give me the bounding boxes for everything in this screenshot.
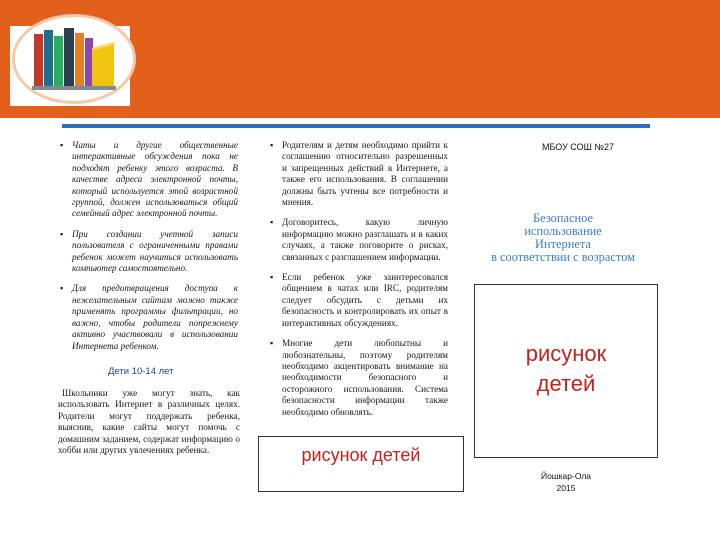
blue-rule (62, 124, 650, 128)
school-paragraph: Школьники уже могут знать, как использовать Интернет в различных целях. Родители могут поддержать ребенка, выяснив, какие сайты могут помочь с домашним заданием, содержат информацию о хобби или других увлечениях ребенка. (58, 388, 240, 456)
bullet-item: ▪ При создании учетной записи пользователя с ограниченными правами ребенок может научиться использовать компьютер самостоятельно. (72, 229, 238, 275)
picture-placeholder-label: рисунок детей (301, 445, 421, 465)
picture-placeholder-label (475, 339, 657, 399)
books-icon (28, 24, 118, 94)
picture-placeholder-center (258, 436, 464, 492)
picture-placeholder-right (474, 284, 658, 458)
city-year (474, 470, 658, 494)
header-orange-left (0, 0, 10, 118)
header-orange-block (130, 26, 630, 106)
placeholder-line: детей (536, 371, 596, 396)
column-1-bullets (58, 140, 238, 352)
bullet-item: ▪ Многие дети любопытны и любознательны, поэтому родителям необходимо акцентировать внимание на необходимости безопасного и осторожного использования. Система безопасности информации также необходимо обновлять. (282, 338, 448, 418)
header-orange-right (630, 0, 720, 118)
age-caption: Дети 10-14 лет (108, 366, 174, 377)
bullet-item: ▪ Договоритесь, какую личную информацию можно разглашать и в каких случаях, а также поговорите о рисках, связанных с разглашением информации. (282, 217, 448, 263)
title-line: использование (524, 224, 602, 238)
column-2 (268, 140, 448, 427)
title-line: в соответствии с возрастом (491, 250, 635, 264)
title-line: Безопасное (533, 211, 593, 225)
school-name: МБОУ СОШ №27 (541, 142, 615, 152)
city: Йошкар-Ола (540, 471, 592, 481)
placeholder-line: рисунок (525, 341, 607, 366)
brochure-title (474, 212, 652, 264)
bullet-item: ▪ Если ребенок уже заинтересовался общением в чатах или IRC, родителям следует обсудить с детьми их безопасность и контролировать их опыт в интерактивных обсуждениях. (282, 272, 448, 329)
bullet-item: ▪ Родителям и детям необходимо прийти к соглашению относительно разрешенных и запрещенных действий в Интернете, а также его использования. В соглашении должны быть учтены все потребности и мнения. (282, 140, 448, 208)
bullet-item: ▪ Чаты и другие общественные интерактивные обсуждения пока не подходят ребенку этого возраста. В качестве адреса электронной почты, который используется этой возрастной группой, должен использоваться общий семейный адрес электронной почты. (72, 140, 238, 220)
header-orange-strip (0, 106, 720, 118)
year: 2015 (556, 483, 576, 493)
column-2-bullets (268, 140, 448, 418)
bullet-item: ▪ Для предотвращения доступа к нежелательным сайтам можно также применять программы фильтрации, но важно, чтобы родители попрежнему активно участвовали в использовании Интернета ребенком. (72, 283, 238, 351)
title-line: Интернета (535, 237, 591, 251)
column-1 (58, 140, 238, 361)
